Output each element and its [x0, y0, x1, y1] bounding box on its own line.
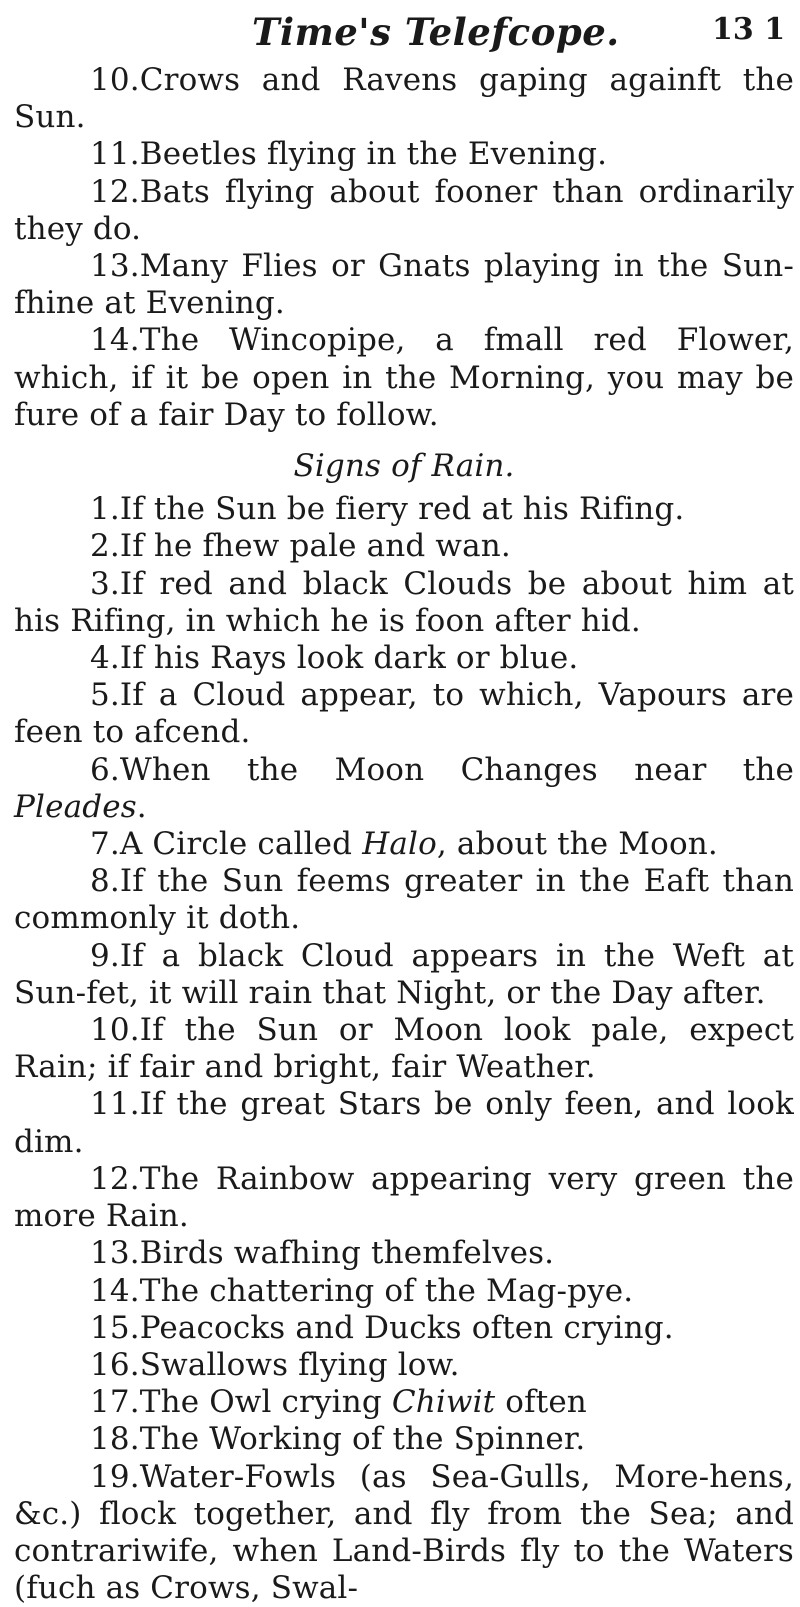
- numbered-item: [14, 1384, 794, 1421]
- numbered-item: [14, 1347, 794, 1384]
- item-text: Crows and Ravens gaping againft the Sun.: [14, 62, 794, 136]
- item-number: 13.: [90, 1235, 140, 1272]
- item-text: If the Sun feems greater in the Eaft than commonly it doth.: [14, 863, 794, 937]
- item-number: 8.: [90, 863, 120, 900]
- section-heading: Signs of Rain.: [293, 448, 515, 485]
- item-number: 12.: [90, 1160, 140, 1197]
- numbered-item: [14, 1421, 794, 1458]
- item-text: If his Rays look dark or blue.: [119, 640, 579, 677]
- item-number: 14.: [90, 322, 140, 359]
- numbered-item: [14, 174, 794, 248]
- item-text: The Rainbow appearing very green the more Rain.: [14, 1160, 794, 1235]
- item-number: 19.: [90, 1458, 140, 1495]
- item-text: The Wincopipe, a fmall red Flower, which, if it be open in the Morning, you may be fure of a fair Day to follow.: [14, 322, 794, 433]
- rain-signs-list: [14, 491, 794, 1607]
- item-text: If red and black Clouds be about him at his Rifing, in which he is foon after hid.: [14, 565, 794, 639]
- item-text: When the Moon Changes near the: [119, 751, 794, 788]
- item-text: Many Flies or Gnats playing in the Sun-fhine at Evening.: [14, 248, 794, 322]
- numbered-item: [14, 1161, 794, 1235]
- numbered-item: [14, 566, 794, 640]
- item-number: 7.: [90, 826, 120, 863]
- item-text: If he fhew pale and wan.: [119, 528, 511, 565]
- item-number: 18.: [90, 1421, 140, 1458]
- item-text: If the Sun or Moon look pale, expect Rain; if fair and bright, fair Weather.: [14, 1012, 794, 1086]
- item-number: 11.: [90, 136, 140, 173]
- item-text: Birds wafhing themfelves.: [139, 1235, 555, 1272]
- item-number: 10.: [90, 62, 140, 98]
- numbered-item: [14, 1459, 794, 1607]
- numbered-item: [14, 1012, 794, 1086]
- numbered-item: [14, 640, 794, 677]
- item-text: If the Sun be fiery red at his Rifing.: [119, 491, 685, 528]
- numbered-item: [14, 1310, 794, 1347]
- item-number: 2.: [90, 528, 120, 565]
- page-number: 13 1: [712, 12, 786, 47]
- item-text: Bats flying about fooner than ordinarily they do.: [14, 173, 794, 247]
- item-text: If a black Cloud appears in the Weft at Sun-fet, it will rain that Night, or the Day after.: [14, 937, 794, 1011]
- numbered-item: [14, 136, 794, 173]
- item-text: The chattering of the Mag-pye.: [139, 1272, 634, 1309]
- item-text: The Working of the Spinner.: [139, 1421, 586, 1458]
- item-text: A Circle called: [119, 826, 363, 863]
- page-body: [14, 62, 794, 1607]
- numbered-item: [14, 1086, 794, 1160]
- numbered-item: [14, 528, 794, 565]
- item-number: 3.: [90, 565, 120, 602]
- item-text: The Owl crying: [139, 1384, 392, 1421]
- item-text: Swallows flying low.: [139, 1346, 460, 1383]
- item-text: If a Cloud appear, to which, Vapours are feen to afcend.: [14, 677, 794, 751]
- item-number: 11.: [90, 1086, 140, 1123]
- italic-term: Pleades: [14, 788, 137, 825]
- item-number: 14.: [90, 1272, 140, 1309]
- numbered-item: [14, 752, 794, 826]
- item-number: 1.: [90, 491, 120, 528]
- italic-term: Halo: [362, 826, 437, 863]
- item-text: If the great Stars be only feen, and look dim.: [14, 1086, 794, 1160]
- item-number: 6.: [90, 751, 120, 788]
- numbered-item: [14, 248, 794, 322]
- numbered-item: [14, 322, 794, 434]
- item-number: 17.: [90, 1384, 140, 1421]
- item-number: 13.: [90, 248, 140, 285]
- running-title: Time's Telefcope.: [252, 10, 620, 54]
- item-number: 10.: [90, 1012, 140, 1049]
- numbered-item: [14, 1273, 794, 1310]
- italic-term: Chiwit: [391, 1384, 496, 1421]
- item-text-tail: often: [495, 1384, 587, 1421]
- item-number: 12.: [90, 173, 140, 210]
- item-number: 5.: [90, 677, 120, 714]
- numbered-item: [14, 62, 794, 136]
- item-number: 4.: [90, 640, 120, 677]
- item-text-tail: .: [136, 788, 147, 825]
- item-text-tail: , about the Moon.: [436, 826, 718, 863]
- numbered-item: [14, 491, 794, 528]
- item-text: Peacocks and Ducks often crying.: [139, 1309, 674, 1346]
- item-number: 16.: [90, 1346, 140, 1383]
- numbered-item: [14, 1235, 794, 1272]
- numbered-item: [14, 677, 794, 751]
- numbered-item: [14, 863, 794, 937]
- numbered-item: [14, 938, 794, 1012]
- item-number: 15.: [90, 1309, 140, 1346]
- item-number: 9.: [90, 937, 120, 974]
- page-header: [0, 10, 800, 62]
- numbered-item: [14, 826, 794, 863]
- item-text: Water-Fowls (as Sea-Gulls, More-hens, &c.) flock together, and fly from the Sea; and contrariwife, when Land-Birds fly to the Waters (fuch as Crows, Swal-: [14, 1458, 794, 1607]
- item-text: Beetles flying in the Evening.: [139, 136, 608, 173]
- fair-weather-signs-list: [14, 62, 794, 434]
